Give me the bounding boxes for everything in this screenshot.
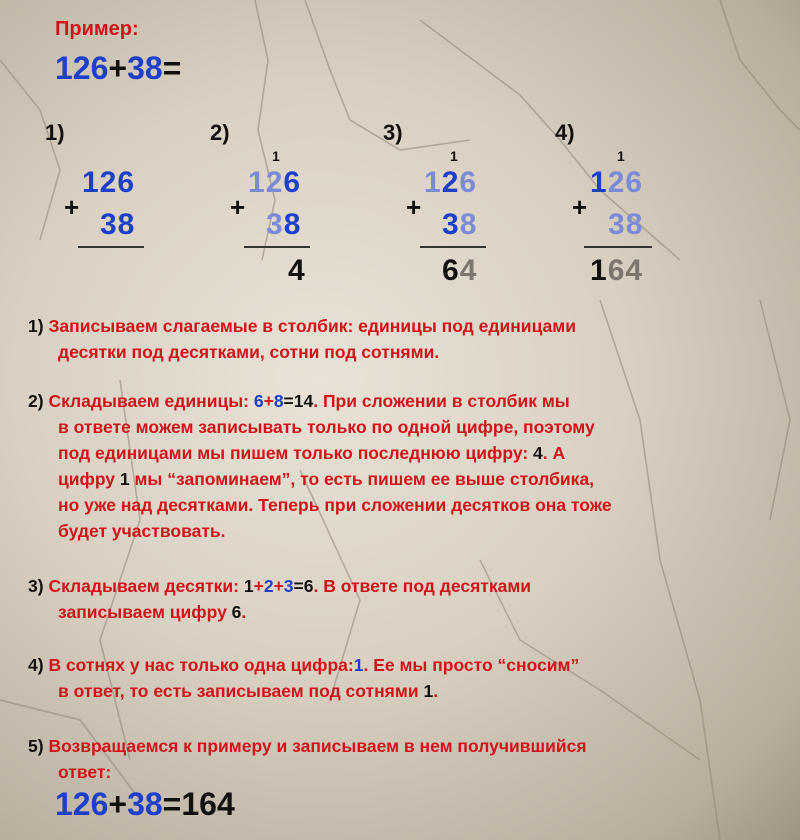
explanation-1: 1) Записываем слагаемые в столбик: единицы под единицами десятки под десятками, сотни под сотнями. xyxy=(28,316,576,362)
step-3-result xyxy=(442,254,477,288)
explanation-5: 5) Возвращаемся к примеру и записываем в нем получившийся ответ: xyxy=(28,736,587,782)
answer-plus: + xyxy=(108,786,128,822)
step-1-number: 1) xyxy=(45,120,65,145)
answer-a: 126 xyxy=(55,786,109,822)
step-3-result-new-digit: 6 xyxy=(442,254,460,287)
expr-plus: + xyxy=(108,50,128,86)
step-2-result: 4 xyxy=(288,254,306,287)
step-2-carry: 1 xyxy=(272,148,280,164)
expr-eq: = xyxy=(162,50,182,86)
step-4-plus: + xyxy=(572,192,588,222)
step-2-plus: + xyxy=(230,192,246,222)
step-3-plus: + xyxy=(406,192,422,222)
step-3-number: 3) xyxy=(383,120,403,145)
step-3-sum-line xyxy=(420,246,486,248)
explanation-3: 3) Складываем десятки: 1+2+3=6. В ответе под десятками записываем цифру 6. xyxy=(28,576,532,622)
answer-expression xyxy=(55,786,235,823)
step-3-bottom: 38 xyxy=(442,208,478,241)
step-3-top: 126 xyxy=(424,166,478,199)
step-1-top: 126 xyxy=(82,166,136,199)
step-4-bottom: 38 xyxy=(608,208,644,241)
step-2-number: 2) xyxy=(210,120,230,145)
answer-result: 164 xyxy=(181,786,235,822)
step-1-bottom: 38 xyxy=(100,208,136,241)
step-4-result xyxy=(590,254,643,288)
step-3-result-prev-digits: 4 xyxy=(459,254,478,287)
answer-b: 38 xyxy=(127,786,163,822)
step-2-top: 126 xyxy=(248,166,302,199)
expr-b: 38 xyxy=(127,50,163,86)
step-2-bottom: 38 xyxy=(266,208,302,241)
answer-eq: = xyxy=(162,786,182,822)
step-4-result-new-digit: 1 xyxy=(590,254,608,287)
explanation-4: 4) В сотнях у нас только одна цифра:1. Ее мы просто “сносим” в ответ, то есть записываем под сотнями 1. xyxy=(28,655,580,701)
expr-a: 126 xyxy=(55,50,109,86)
step-1-sum-line xyxy=(78,246,144,248)
explanation-2: 2) Складываем единицы: 6+8=14. При сложении в столбик мы в ответе можем записывать только по одной цифре, поэтому под единицами мы пишем только последнюю цифру: 4. А цифру 1 мы “запоминаем”, то есть пишем ее выше столбика, но уже над десятками. Теперь при сложении десятков она тоже будет участвовать. xyxy=(28,391,612,541)
example-label: Пример: xyxy=(55,18,139,40)
step-4-carry: 1 xyxy=(617,148,625,164)
step-4-sum-line xyxy=(584,246,652,248)
step-1-plus: + xyxy=(64,192,80,222)
step-3-carry: 1 xyxy=(450,148,458,164)
example-expression xyxy=(55,50,181,87)
step-2-sum-line xyxy=(244,246,310,248)
step-4-number: 4) xyxy=(555,120,575,145)
step-4-top: 126 xyxy=(590,166,644,199)
step-4-result-prev-digits: 64 xyxy=(607,254,644,287)
